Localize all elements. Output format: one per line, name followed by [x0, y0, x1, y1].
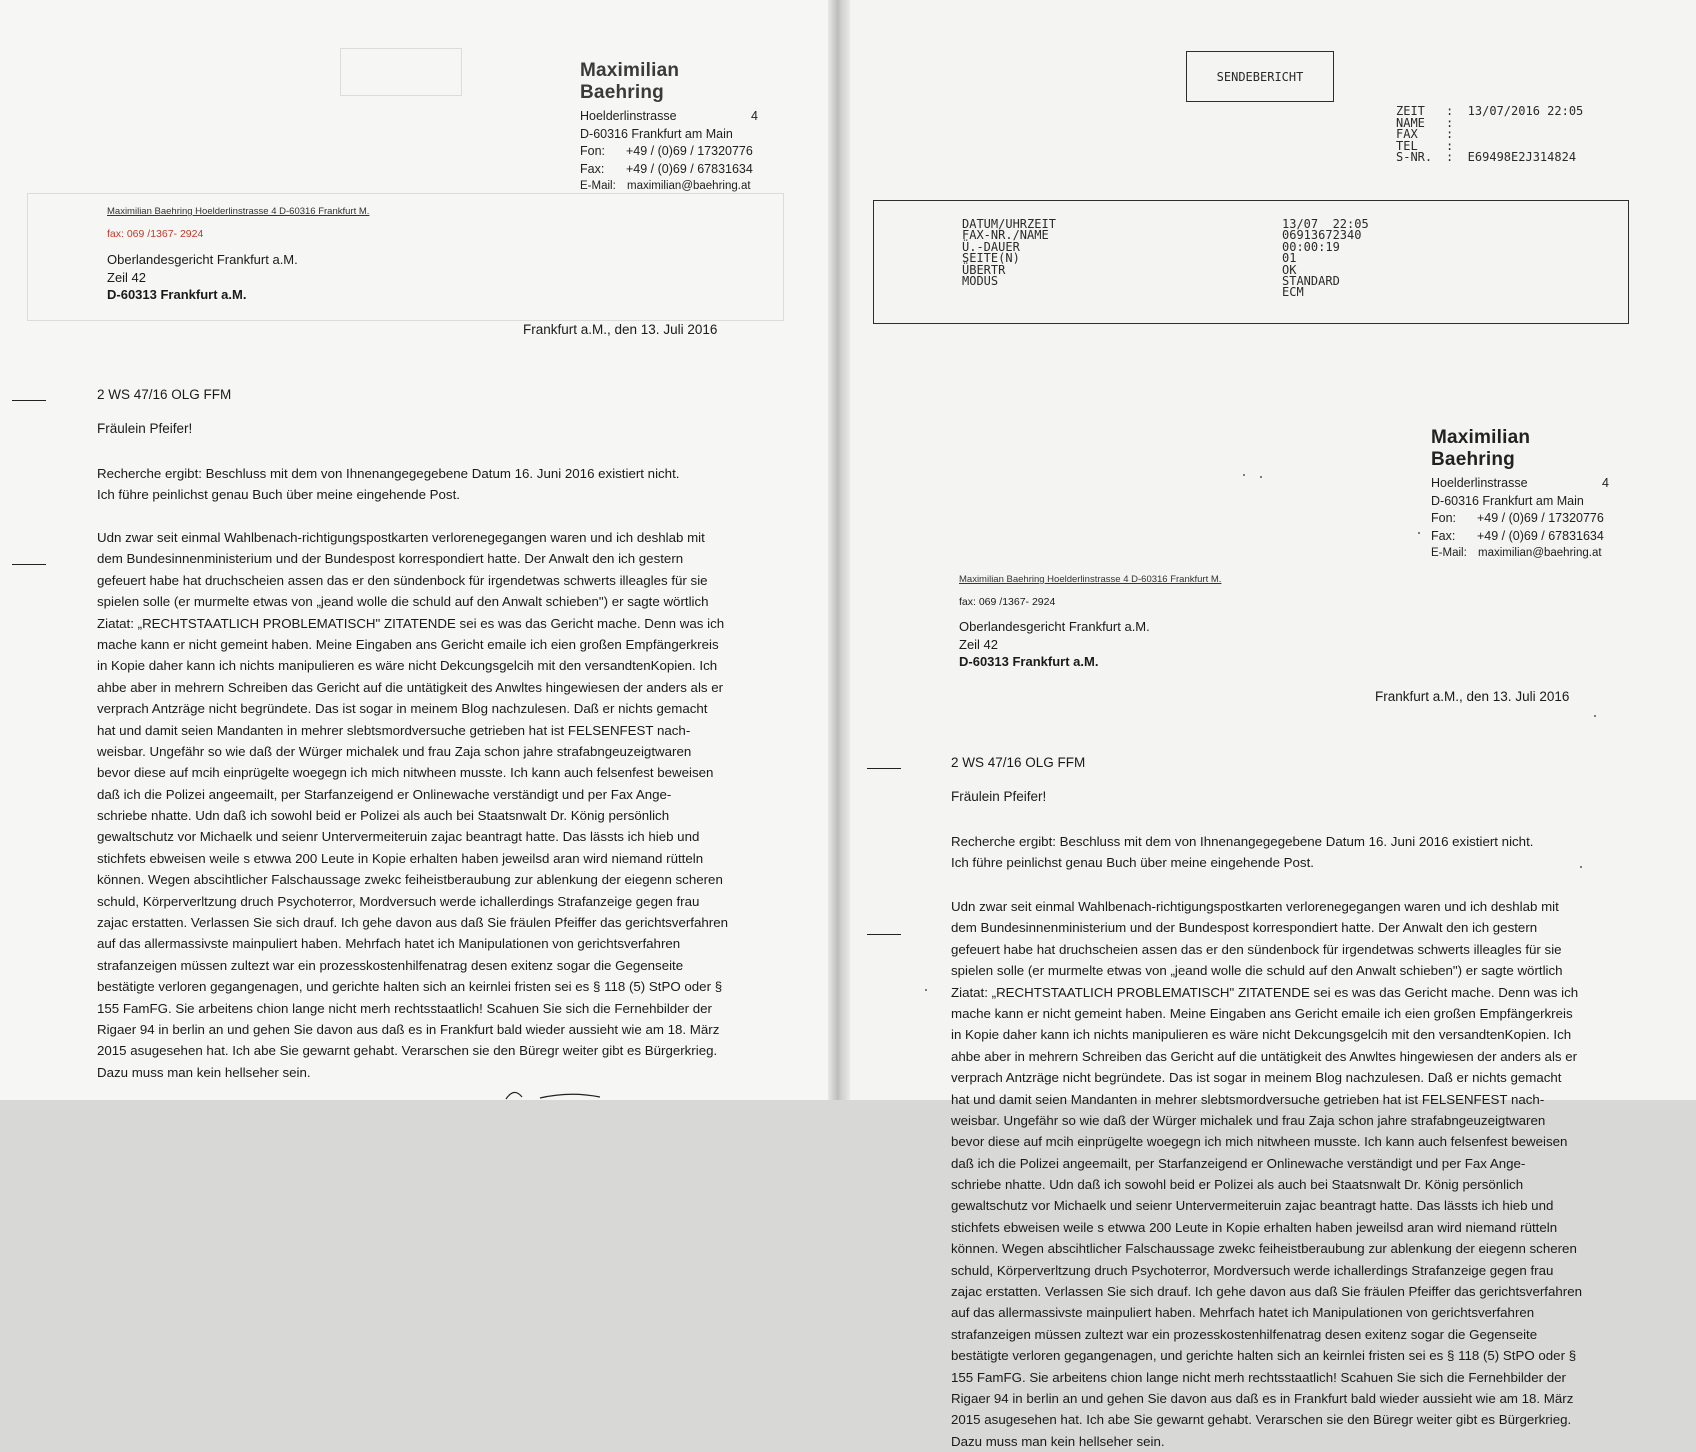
sender-street: Hoelderlinstrasse: [1431, 476, 1528, 490]
email-address: maximilian@baehring.at: [1478, 547, 1602, 560]
fold-mark: [867, 768, 901, 769]
recipient-city: D-60313 Frankfurt a.M.: [959, 654, 1099, 670]
text-line: in Kopie daher kann ich nichts manipulieren es wäre nicht Dekcungsgelcih mit den versandtenKopien. Ich: [97, 658, 718, 674]
sender-city: D-60316 Frankfurt am Main: [1431, 493, 1584, 508]
letter-page-left: [0, 0, 828, 1100]
text-line: gefeuert habe hat druchscheien assen das er den sündenbock für irgendetwas schwerts illeagles für sie: [97, 572, 708, 588]
text-line: Udn zwar seit einmal Wahlbenach-richtigungspostkarten verlorenegegangen waren und ich deshlab mit: [97, 530, 705, 545]
text-line: gewaltschutz vor Michaelk und seienr Untervermeiteruin zajac beantragt hatte. Das lässts ich hieb und: [951, 1198, 1554, 1214]
case-reference: 2 WS 47/16 OLG FFM: [97, 387, 232, 402]
text-line: Dazu muss man kein hellseher sein.: [951, 1433, 1165, 1449]
recipient-city: D-60313 Frankfurt a.M.: [107, 287, 247, 303]
text-line: schuld, Körperverltzung druch Psychoterror, Mordversuch werde ichallerdings Strafanzeige gegen frau: [951, 1262, 1554, 1278]
phone-label: Fon:: [580, 144, 606, 159]
recipient-block: [107, 251, 298, 304]
header-value: : 13/07/2016 22:05: [1446, 104, 1584, 118]
transmission-label: Ü.-DAUER: [962, 239, 1020, 254]
text-line: Rigaer 94 in berlin an und gehen Sie davon aus daß es in Frankfurt bald wieder aussieht wie am 18. März: [951, 1390, 1574, 1406]
text-line: dem Bundesinnenministerium und der Bundespost korrespondiert hatte. Der Anwalt den ich gestern: [97, 551, 684, 567]
body-paragraph: [97, 527, 728, 1083]
email-address: maximilian@baehring.at: [627, 180, 751, 193]
scan-speck: [1260, 476, 1262, 478]
sender-city: D-60316 Frankfurt am Main: [580, 126, 733, 141]
bleed-through-box: [340, 48, 462, 96]
fax-label: Fax:: [1431, 528, 1456, 543]
transmission-label: FAX-NR./NAME: [962, 228, 1049, 243]
recipient-street: Zeil 42: [107, 269, 147, 285]
text-line: bevor diese auf mcih einprügelte woegegn ich mich nitwheen musste. Ich kann auch felsenfest beweisen: [951, 1134, 1568, 1150]
text-line: zajac erstatten. Verlassen Sie sich drauf. Ich gehe davon aus daß Sie fräulen Pfeiffer das gerichtsverfahren: [97, 915, 728, 931]
letter-date: Frankfurt a.M., den 13. Juli 2016: [1375, 689, 1570, 704]
text-line: in Kopie daher kann ich nichts manipulieren es wäre nicht Dekcungsgelcih mit den versandtenKopien. Ich: [951, 1027, 1572, 1043]
signature-fragment: [500, 1085, 620, 1100]
scan-speck: [925, 989, 927, 991]
transmission-details-box: [873, 200, 1629, 324]
text-line: Rigaer 94 in berlin an und gehen Sie davon aus daß es in Frankfurt bald wieder aussieht wie am 18. März: [97, 1021, 720, 1037]
text-line: strafanzeigen müssen zultezt war ein prozesskostenhilfenatrag desen exitenz sogar die Gegenseite: [97, 957, 684, 973]
text-line: bestätigte verloren gegangenagen, und gerichte halten sich an keirnlei fristen sei es § 118 (5) StPO oder §: [97, 979, 723, 995]
transmission-labels: [962, 219, 1056, 299]
transmission-values: [1282, 219, 1369, 299]
header-label: ZEIT: [1396, 104, 1425, 118]
text-line: spielen solle (er murmelte etwas von „jeand wolle die schuld auf den Anwalt schieben") er sagte wörtlich: [951, 963, 1563, 979]
transmission-label: [962, 287, 1056, 298]
recipient-fax: fax: 069 /1367- 2924: [107, 228, 204, 240]
text-line: ahbe aber in mehrern Schreiben das Gericht auf die untätigkeit des Anwltes hingewiesen der anders als er: [97, 679, 724, 695]
sender-block: [580, 60, 758, 196]
email-label: E-Mail:: [580, 180, 616, 193]
phone-label: Fon:: [1431, 511, 1457, 526]
recipient-name: Oberlandesgericht Frankfurt a.M.: [959, 619, 1150, 634]
text-line: bestätigte verloren gegangenagen, und gerichte halten sich an keirnlei fristen sei es § 118 (5) StPO oder §: [951, 1348, 1577, 1364]
return-address-line: Maximilian Baehring Hoelderlinstrasse 4 D-60316 Frankfurt M.: [107, 206, 370, 217]
text-line: Dazu muss man kein hellseher sein.: [97, 1064, 311, 1080]
text-line: weisbar. Ungefähr so wie daß der Würger michalek und frau Zaja schon jahre strafabngeuzeigtwaren: [951, 1112, 1546, 1128]
transmission-label: SEITE(N): [962, 251, 1020, 266]
text-line: Ich führe peinlichst genau Buch über meine eingehende Post.: [97, 487, 460, 503]
text-line: hat und damit seien Mandanten in mehrer slebtsmordversuche getrieben hat ist FELSENFEST nach-: [951, 1091, 1545, 1107]
text-line: auf das allermassivste mainpuliert haben. Mehrfach hatet ich Manipulationen von gerichtsverfahren: [951, 1305, 1535, 1321]
return-address-line: Maximilian Baehring Hoelderlinstrasse 4 D-60316 Frankfurt M.: [959, 574, 1222, 585]
header-label: TEL: [1396, 138, 1418, 153]
recipient-street: Zeil 42: [959, 636, 999, 652]
text-line: dem Bundesinnenministerium und der Bundespost korrespondiert hatte. Der Anwalt den ich gestern: [951, 920, 1538, 936]
transmission-label: MODUS: [962, 273, 999, 288]
salutation: Fräulein Pfeifer!: [97, 421, 193, 436]
transmission-label: ÜBERTR: [962, 262, 1006, 277]
text-line: strafanzeigen müssen zultezt war ein prozesskostenhilfenatrag desen exitenz sogar die Gegenseite: [951, 1326, 1538, 1342]
text-line: spielen solle (er murmelte etwas von „jeand wolle die schuld auf den Anwalt schieben") er sagte wörtlich: [97, 594, 709, 610]
text-line: verprach Antzräge nicht begründete. Das ist sogar in meinem Blog nachzulesen. Daß er nichts gemacht: [951, 1070, 1562, 1086]
text-line: bevor diese auf mcih einprügelte woegegn ich mich nitwheen musste. Ich kann auch felsenfest beweisen: [97, 765, 714, 781]
send-report-header-row: [1396, 129, 1583, 141]
case-reference: 2 WS 47/16 OLG FFM: [951, 755, 1086, 770]
text-line: auf das allermassivste mainpuliert haben. Mehrfach hatet ich Manipulationen von gerichtsverfahren: [97, 936, 681, 952]
text-line: schriebe nhatte. Udn daß ich sowohl beid er Polizei als auch bei Staatsnwalt Dr. König persönlich: [951, 1177, 1524, 1193]
text-line: ahbe aber in mehrern Schreiben das Gericht auf die untätigkeit des Anwltes hingewiesen der anders als er: [951, 1048, 1578, 1064]
fax-label: Fax:: [580, 161, 605, 176]
punch-mark: [12, 564, 46, 565]
salutation: Fräulein Pfeifer!: [951, 789, 1047, 804]
header-value: :: [1446, 138, 1454, 153]
text-line: Recherche ergibt: Beschluss mit dem von Ihnenangegegebene Datum 16. Juni 2016 existiert nicht.: [97, 466, 680, 481]
fold-mark: [12, 400, 46, 401]
sender-house-number: 4: [751, 109, 758, 123]
recipient-name: Oberlandesgericht Frankfurt a.M.: [107, 252, 298, 267]
text-line: gefeuert habe hat druchscheien assen das er den sündenbock für irgendetwas schwerts illeagles für sie: [951, 941, 1562, 957]
send-report-title: SENDEBERICHT: [1186, 51, 1334, 102]
text-line: daß ich die Polizei angeemailt, per Starfanzeigend er Onlinewache verständigt und per Fax Ange-: [951, 1155, 1526, 1171]
transmission-value: OK: [1282, 262, 1297, 277]
fax-number: +49 / (0)69 / 67831634: [626, 161, 753, 176]
text-line: 2015 asugesehen hat. Ich abe Sie gewarnt gehabt. Verarschen sie den Büregr weiter gibt es Bürgerkrieg.: [951, 1412, 1572, 1428]
punch-mark: [867, 934, 901, 935]
text-line: 2015 asugesehen hat. Ich abe Sie gewarnt gehabt. Verarschen sie den Büregr weiter gibt es Bürgerkrieg.: [97, 1043, 718, 1059]
sender-block-copy: [1431, 427, 1609, 563]
text-line: verprach Antzräge nicht begründete. Das ist sogar in meinem Blog nachzulesen. Daß er nichts gemacht: [97, 701, 708, 717]
sender-name: Maximilian Baehring: [580, 60, 680, 103]
scan-speck: [1594, 715, 1596, 717]
header-label: FAX: [1396, 127, 1418, 142]
text-line: zajac erstatten. Verlassen Sie sich drauf. Ich gehe davon aus daß Sie fräulen Pfeiffer das gerichtsverfahren: [951, 1284, 1582, 1300]
header-value: :: [1446, 115, 1454, 130]
text-line: stichfets ebweisen weile s etwwa 200 Leute in Kopie erhalten haben jeweilsd aran wird niemand rütteln: [97, 850, 704, 866]
scan-speck: [1243, 474, 1245, 476]
header-label: NAME: [1396, 115, 1425, 130]
text-line: können. Wegen abscihtlicher Falschaussage zwekc feiheistberaubung zur ablenkung der eiegenn scheren: [97, 872, 723, 888]
transmission-value: 06913672340: [1282, 228, 1362, 243]
sender-house-number: 4: [1602, 476, 1609, 490]
fax-number: +49 / (0)69 / 67831634: [1477, 528, 1604, 543]
text-line: 155 FamFG. Sie arbeitens chion lange nicht merh rechtsstaatlich! Scahuen Sie sich die Fernehbilder der: [951, 1369, 1566, 1385]
text-line: 155 FamFG. Sie arbeitens chion lange nicht merh rechtsstaatlich! Scahuen Sie sich die Fernehbilder der: [97, 1000, 712, 1016]
transmission-value: ECM: [1282, 285, 1304, 300]
transmission-value: 00:00:19: [1282, 239, 1340, 254]
text-line: können. Wegen abscihtlicher Falschaussage zwekc feiheistberaubung zur ablenkung der eiegenn scheren: [951, 1241, 1577, 1257]
text-line: Ziatat: „RECHTSTAATLICH PROBLEMATISCH" ZITATENDE sei es was das Gericht mache. Denn was ich: [951, 984, 1579, 1000]
email-label: E-Mail:: [1431, 547, 1467, 560]
body-paragraph: [951, 896, 1582, 1452]
text-line: schuld, Körperverltzung druch Psychoterror, Mordversuch werde ichallerdings Strafanzeige gegen frau: [97, 893, 700, 909]
recipient-block: [959, 618, 1150, 671]
page-gutter: [828, 0, 850, 1100]
scan-speck: [1418, 532, 1420, 534]
text-line: hat und damit seien Mandanten in mehrer slebtsmordversuche getrieben hat ist FELSENFEST nach-: [97, 722, 691, 738]
text-line: schriebe nhatte. Udn daß ich sowohl beid er Polizei als auch bei Staatsnwalt Dr. König persönlich: [97, 808, 670, 824]
send-report-header-row: [1396, 152, 1583, 164]
transmission-value: 01: [1282, 251, 1297, 266]
sender-name: Maximilian Baehring: [1431, 427, 1531, 470]
text-line: mache kann er nicht gemeint haben. Meine Eingaben ans Gericht emaile ich eien großen Empfängerkreis: [97, 636, 719, 652]
send-report-header-row: [1396, 115, 1583, 130]
text-line: daß ich die Polizei angeemailt, per Starfanzeigend er Onlinewache verständigt und per Fax Ange-: [97, 786, 672, 802]
fax-page-right: [850, 0, 1696, 1449]
text-line: weisbar. Ungefähr so wie daß der Würger michalek und frau Zaja schon jahre strafabngeuzeigtwaren: [97, 743, 692, 759]
header-value: :: [1446, 127, 1454, 142]
header-label: S-NR.: [1396, 150, 1433, 165]
text-line: Ziatat: „RECHTSTAATLICH PROBLEMATISCH" ZITATENDE sei es was das Gericht mache. Denn was ich: [97, 615, 725, 631]
phone-number: +49 / (0)69 / 17320776: [626, 144, 753, 159]
scan-speck: [1580, 866, 1582, 868]
text-line: Udn zwar seit einmal Wahlbenach-richtigungspostkarten verlorenegegangen waren und ich deshlab mit: [951, 899, 1559, 914]
transmission-value: STANDARD: [1282, 273, 1340, 288]
header-value: : E69498E2J314824: [1446, 150, 1577, 165]
text-line: gewaltschutz vor Michaelk und seienr Untervermeiteruin zajac beantragt hatte. Das lässts ich hieb und: [97, 829, 700, 845]
sender-street: Hoelderlinstrasse: [580, 109, 677, 123]
letter-date: Frankfurt a.M., den 13. Juli 2016: [523, 322, 718, 337]
send-report-header: [1396, 106, 1583, 164]
phone-number: +49 / (0)69 / 17320776: [1477, 511, 1604, 526]
text-line: Ich führe peinlichst genau Buch über meine eingehende Post.: [951, 855, 1314, 871]
transmission-label: DATUM/UHRZEIT: [962, 217, 1056, 231]
text-line: stichfets ebweisen weile s etwwa 200 Leute in Kopie erhalten haben jeweilsd aran wird niemand rütteln: [951, 1219, 1558, 1235]
transmission-value: 13/07 22:05: [1282, 217, 1369, 231]
text-line: Recherche ergibt: Beschluss mit dem von Ihnenangegegebene Datum 16. Juni 2016 existiert nicht.: [951, 834, 1534, 849]
intro-paragraph: [951, 831, 1533, 874]
intro-paragraph: [97, 463, 679, 506]
recipient-fax: fax: 069 /1367- 2924: [959, 596, 1056, 608]
text-line: mache kann er nicht gemeint haben. Meine Eingaben ans Gericht emaile ich eien großen Empfängerkreis: [951, 1005, 1573, 1021]
